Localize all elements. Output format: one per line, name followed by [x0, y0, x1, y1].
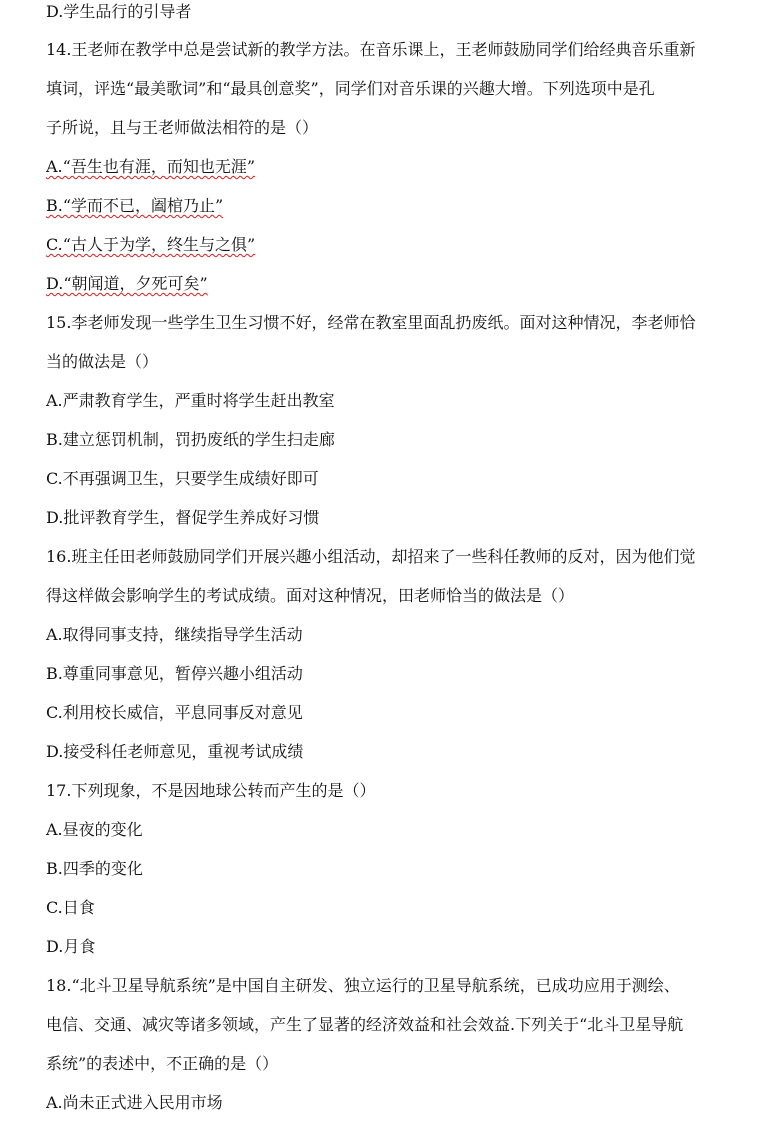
q15-option-c: C.不再强调卫生，只要学生成绩好即可 [46, 469, 319, 488]
q17-option-c: C.日食 [46, 898, 95, 917]
q17-option-b: B.四季的变化 [46, 859, 143, 878]
q18-stem-line-1: 18.“北斗卫星导航系统”是中国自主研发、独立运行的卫星导航系统，已成功应用于测绘、 [46, 976, 680, 995]
q17-option-a: A.昼夜的变化 [46, 820, 143, 839]
q16-option-a: A.取得同事支持，继续指导学生活动 [46, 625, 303, 644]
q16-stem-line-2: 得这样做会影响学生的考试成绩。面对这种情况，田老师恰当的做法是（） [46, 586, 575, 605]
q15-stem-line-1: 15.李老师发现一些学生卫生习惯不好，经常在教室里面乱扔废纸。面对这种情况，李老师恰 [46, 313, 696, 332]
q15-stem-line-2: 当的做法是（） [46, 352, 159, 371]
q14-stem-line-2: 填词，评选“最美歌词”和“最具创意奖”，同学们对音乐课的兴趣大增。下列选项中是孔 [46, 79, 655, 98]
q14-option-a: A.“吾生也有涯，而知也无涯” [46, 157, 256, 176]
q15-option-a: A.严肃教育学生，严重时将学生赶出教室 [46, 391, 335, 410]
q15-option-d: D.批评教育学生，督促学生养成好习惯 [46, 508, 320, 527]
q14-stem-line-1: 14.王老师在教学中总是尝试新的教学方法。在音乐课上，王老师鼓励同学们给经典音乐重新 [46, 40, 696, 59]
q17-option-d: D.月食 [46, 937, 96, 956]
q16-option-c: C.利用校长威信，平息同事反对意见 [46, 703, 303, 722]
q14-stem-line-3: 子所说，且与王老师做法相符的是（） [46, 118, 319, 137]
q13-option-d: D.学生品行的引导者 [46, 2, 192, 21]
q16-option-d: D.接受科任老师意见，重视考试成绩 [46, 742, 304, 761]
q18-stem-line-2: 电信、交通、减灾等诸多领域，产生了显著的经济效益和社会效益.下列关于“北斗卫星导航 [46, 1015, 684, 1034]
q14-option-d: D.“朝闻道，夕死可矣” [46, 274, 208, 293]
q18-option-a: A.尚未正式进入民用市场 [46, 1093, 223, 1112]
q16-stem-line-1: 16.班主任田老师鼓励同学们开展兴趣小组活动，却招来了一些科任教师的反对，因为他们觉 [46, 547, 696, 566]
q14-option-b: B.“学而不已，阖棺乃止” [46, 196, 224, 215]
q18-stem-line-3: 系统”的表述中，不正确的是（） [46, 1054, 279, 1073]
q14-option-c: C.“古人于为学，终生与之俱” [46, 235, 256, 254]
q16-option-b: B.尊重同事意见，暂停兴趣小组活动 [46, 664, 303, 683]
q15-option-b: B.建立惩罚机制，罚扔废纸的学生扫走廊 [46, 430, 335, 449]
q17-stem: 17.下列现象，不是因地球公转而产生的是（） [46, 781, 376, 800]
